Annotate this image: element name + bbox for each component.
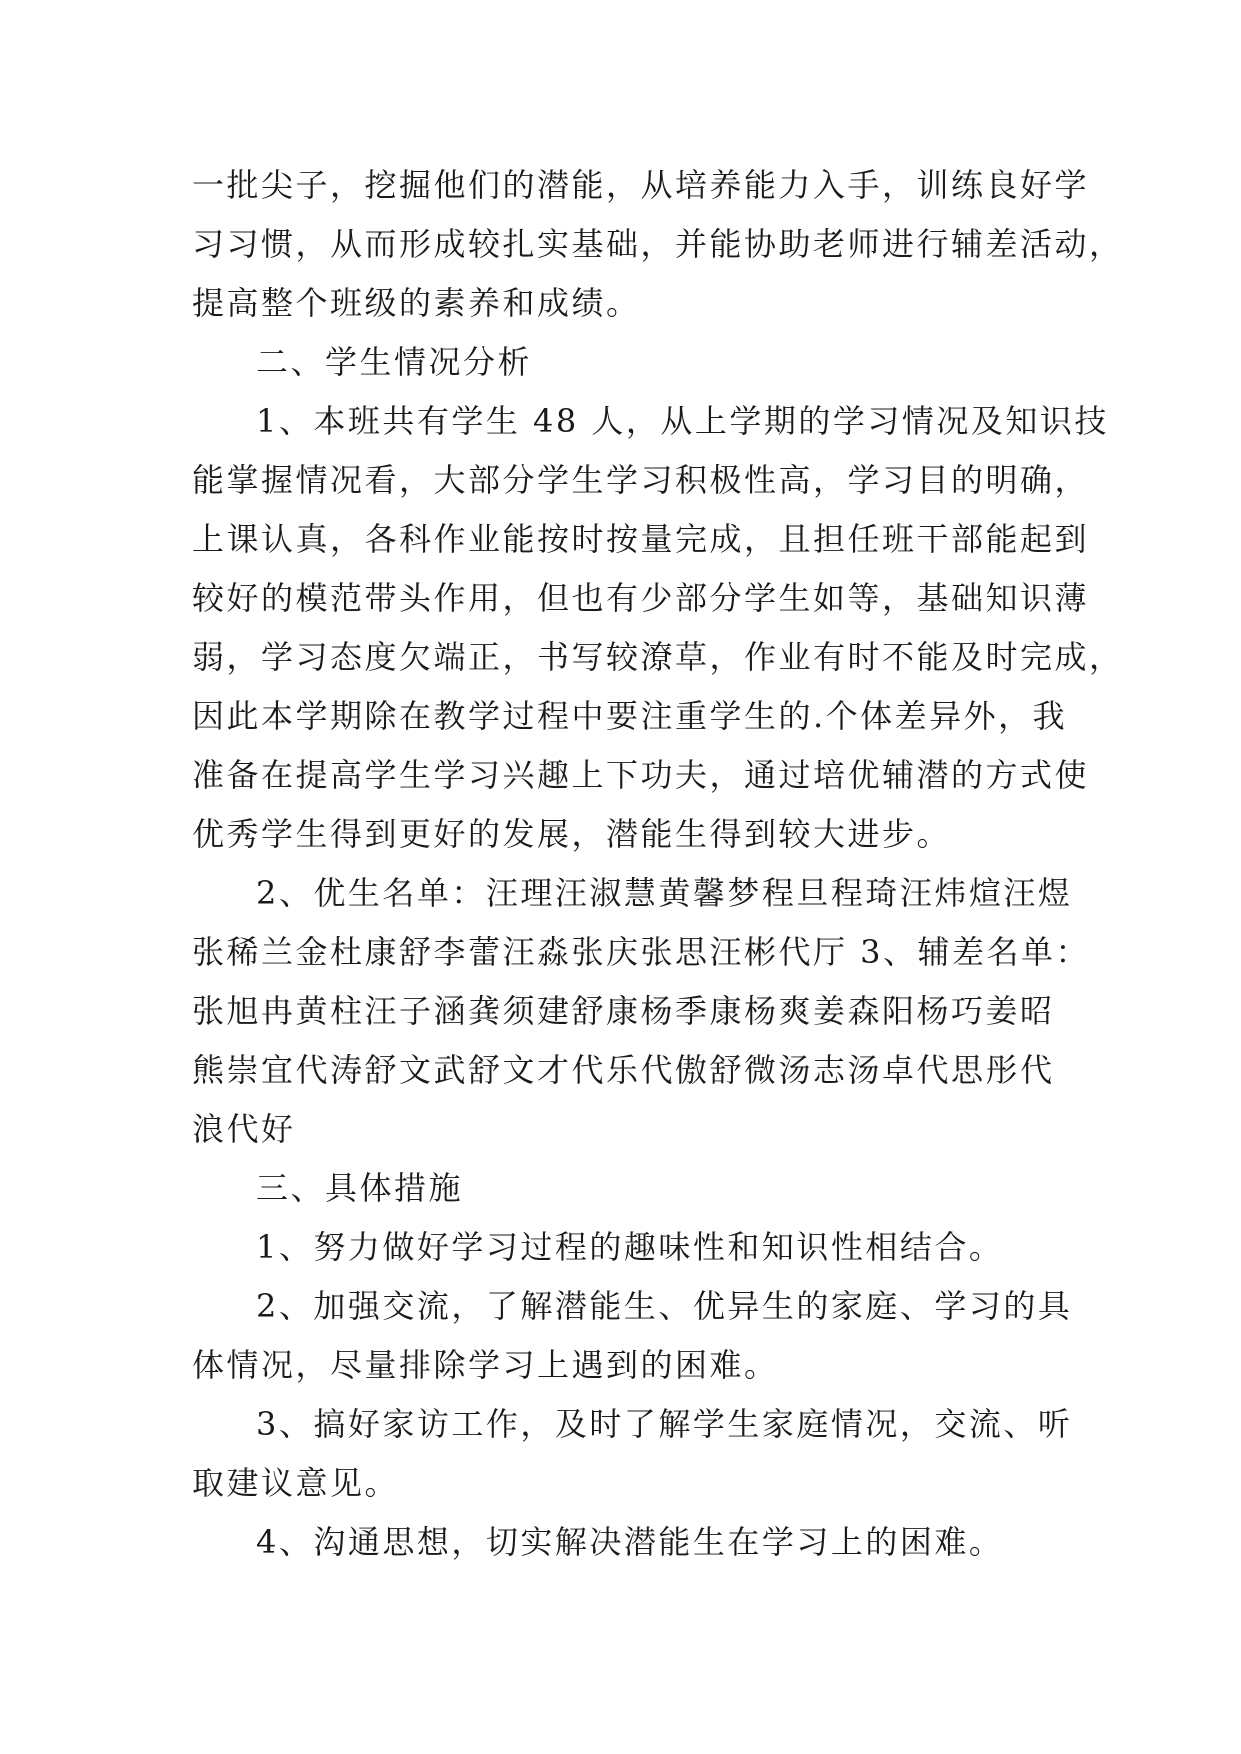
text-line-5: 1、本班共有学生 48 人，从上学期的学习情况及知识技 — [256, 402, 1109, 440]
text-line-11: 准备在提高学生学习兴趣上下功夫，通过培优辅潜的方式使 — [192, 756, 1090, 794]
text-line-2: 习习惯，从而形成较扎实基础，并能协助老师进行辅差活动， — [192, 225, 1124, 263]
text-line-23: 取建议意见。 — [192, 1464, 400, 1502]
document-page — [192, 156, 1124, 1572]
text-line-15: 张旭冉黄柱汪子涵龚须建舒康杨季康杨爽姜森阳杨巧姜昭 — [192, 992, 1055, 1030]
text-line-7: 上课认真，各科作业能按时按量完成，且担任班干部能起到 — [192, 520, 1090, 558]
text-line-14: 张稀兰金杜康舒李蕾汪淼张庆张思汪彬代厅 3、辅差名单： — [192, 933, 1091, 971]
text-line-12: 优秀学生得到更好的发展，潜能生得到较大进步。 — [192, 815, 952, 853]
text-line-16: 熊崇宜代涛舒文武舒文才代乐代傲舒微汤志汤卓代思彤代 — [192, 1051, 1055, 1089]
text-line-21: 体情况，尽量排除学习上遇到的困难。 — [192, 1346, 779, 1384]
text-line-19: 1、努力做好学习过程的趣味性和知识性相结合。 — [256, 1228, 1004, 1266]
section-heading-student-analysis: 二、学生情况分析 — [256, 343, 533, 381]
section-heading-measures: 三、具体措施 — [256, 1169, 464, 1207]
text-line-22: 3、搞好家访工作，及时了解学生家庭情况，交流、听 — [256, 1405, 1073, 1443]
text-line-6: 能掌握情况看，大部分学生学习积极性高，学习目的明确， — [192, 461, 1090, 499]
text-line-20: 2、加强交流，了解潜能生、优异生的家庭、学习的具 — [256, 1287, 1073, 1325]
text-line-24: 4、沟通思想，切实解决潜能生在学习上的困难。 — [256, 1523, 1004, 1561]
text-line-13: 2、优生名单：汪理汪淑慧黄馨梦程旦程琦汪炜煊汪煜 — [256, 874, 1073, 912]
text-line-1: 一批尖子，挖掘他们的潜能，从培养能力入手，训练良好学 — [192, 166, 1090, 204]
text-line-10: 因此本学期除在教学过程中要注重学生的.个体差异外，我 — [192, 697, 1068, 735]
text-line-9: 弱，学习态度欠端正，书写较潦草，作业有时不能及时完成， — [192, 638, 1124, 676]
text-line-3: 提高整个班级的素养和成绩。 — [192, 284, 641, 322]
text-line-8: 较好的模范带头作用，但也有少部分学生如等，基础知识薄 — [192, 579, 1090, 617]
text-line-17: 浪代好 — [192, 1110, 296, 1148]
